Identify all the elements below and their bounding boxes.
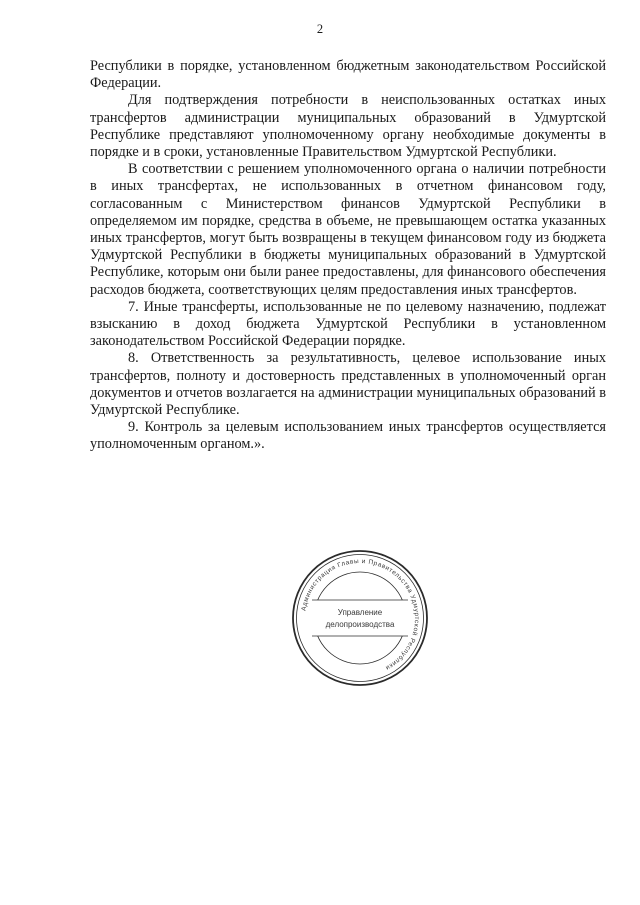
official-seal xyxy=(290,548,430,688)
page-number: 2 xyxy=(316,22,324,36)
paragraph-item-9: 9. Контроль за целевым использованием иных трансфертов осуществляется уполномоченным органом.». xyxy=(90,419,606,453)
seal-label-line2: делопроизводства xyxy=(325,620,395,629)
document-body xyxy=(90,58,606,454)
paragraph-item-7: 7. Иные трансферты, использованные не по целевому назначению, подлежат взысканию в доход бюджета Удмуртской Республики в установленном законодательством Российской Федерации порядке. xyxy=(90,298,606,350)
seal-label-line1: Управление xyxy=(337,608,383,617)
paragraph-continuation: Республики в порядке, установленном бюджетным законодательством Российской Федерации. xyxy=(90,58,606,92)
paragraph-confirmation: Для подтверждения потребности в неиспользованных остатках иных трансфертов администрации муниципальных образований в Удмуртской Республике представляют уполномоченному органу необходимые документы в порядке и в сроки, установленные Правительством Удмуртской Республики. xyxy=(90,92,606,161)
seal-ring-text: Администрация Главы и Правительства Удмуртской Республики xyxy=(300,557,421,672)
paragraph-return-funds: В соответствии с решением уполномоченного органа о наличии потребности в иных трансфертах, не использованных в отчетном финансовом году, согласованным с Министерством финансов Удмуртской Республики в определяемом им порядке, средства в объеме, не превышающем остатка указанных иных трансфертов, могут быть возвращены в текущем финансовом году из бюджета Удмуртской Республики в бюджеты муниципальных образований в Удмуртской Республике, которым они были ранее предоставлены, для финансового обеспечения расходов бюджета, соответствующих целям предоставления иных трансфертов. xyxy=(90,161,606,298)
paragraph-item-8: 8. Ответственность за результативность, целевое использование иных трансфертов, полноту и достоверность представленных в уполномоченный орган документов и отчетов возлагается на администрации муниципальных образований в Удмуртской Республике. xyxy=(90,350,606,419)
